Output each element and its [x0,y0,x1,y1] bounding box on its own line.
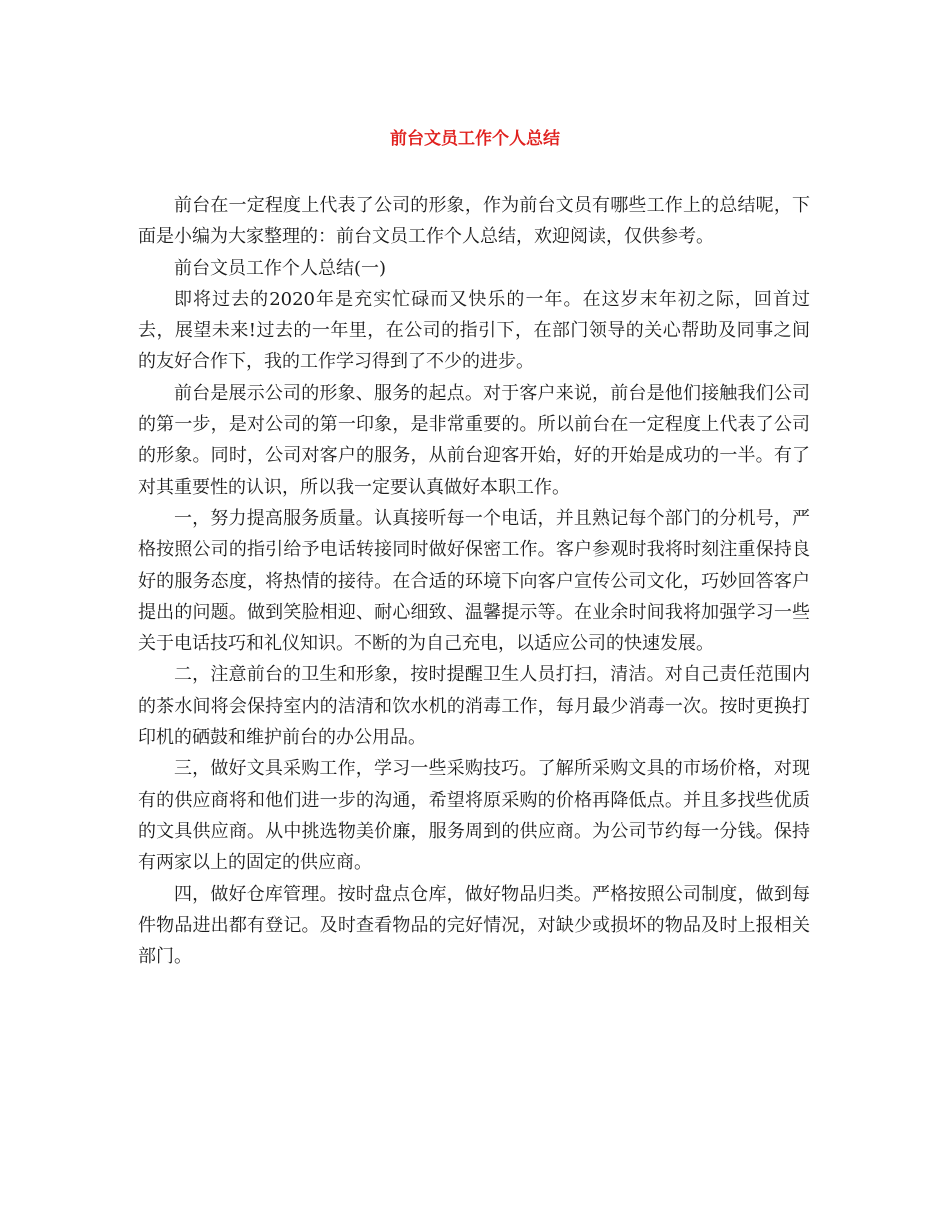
section-heading: 前台文员工作个人总结(一) [174,257,387,279]
body-paragraph: 四，做好仓库管理。按时盘点仓库，做好物品归类。严格按照公司制度，做到每件物品进出都有登记。及时查看物品的完好情况，对缺少或损坏的物品及时上报相关部门。 [138,883,810,968]
body-paragraph: 即将过去的2020年是充实忙碌而又快乐的一年。在这岁末年初之际，回首过去，展望未来!过去的一年里，在公司的指引下，在部门领导的关心帮助及同事之间的友好合作下，我的工作学习得到了不少的进步。 [138,288,810,373]
document-body [138,190,810,972]
document-title: 前台文员工作个人总结 [390,129,560,149]
body-paragraph: 前台是展示公司的形象、服务的起点。对于客户来说，前台是他们接触我们公司的第一步，是对公司的第一印象，是非常重要的。所以前台在一定程度上代表了公司的形象。同时，公司对客户的服务，从前台迎客开始，好的开始是成功的一半。有了对其重要性的认识，所以我一定要认真做好本职工作。 [138,382,810,498]
body-paragraph: 三，做好文具采购工作，学习一些采购技巧。了解所采购文具的市场价格，对现有的供应商将和他们进一步的沟通，希望将原采购的价格再降低点。并且多找些优质的文具供应商。从中挑选物美价廉，服务周到的供应商。为公司节约每一分钱。保持有两家以上的固定的供应商。 [138,758,810,874]
body-paragraph: 二，注意前台的卫生和形象，按时提醒卫生人员打扫，清洁。对自己责任范围内的茶水间将会保持室内的洁清和饮水机的消毒工作，每月最少消毒一次。按时更换打印机的硒鼓和维护前台的办公用品。 [138,664,810,749]
body-paragraph: 一，努力提高服务质量。认真接听每一个电话，并且熟记每个部门的分机号，严格按照公司的指引给予电话转接同时做好保密工作。客户参观时我将时刻注重保持良好的服务态度，将热情的接待。在合适的环境下向客户宣传公司文化，巧妙回答客户提出的问题。做到笑脸相迎、耐心细致、温馨提示等。在业余时间我将加强学习一些关于电话技巧和礼仪知识。不断的为自己充电，以适应公司的快速发展。 [138,507,810,655]
intro-paragraph: 前台在一定程度上代表了公司的形象，作为前台文员有哪些工作上的总结呢，下面是小编为大家整理的：前台文员工作个人总结，欢迎阅读，仅供参考。 [138,195,810,248]
